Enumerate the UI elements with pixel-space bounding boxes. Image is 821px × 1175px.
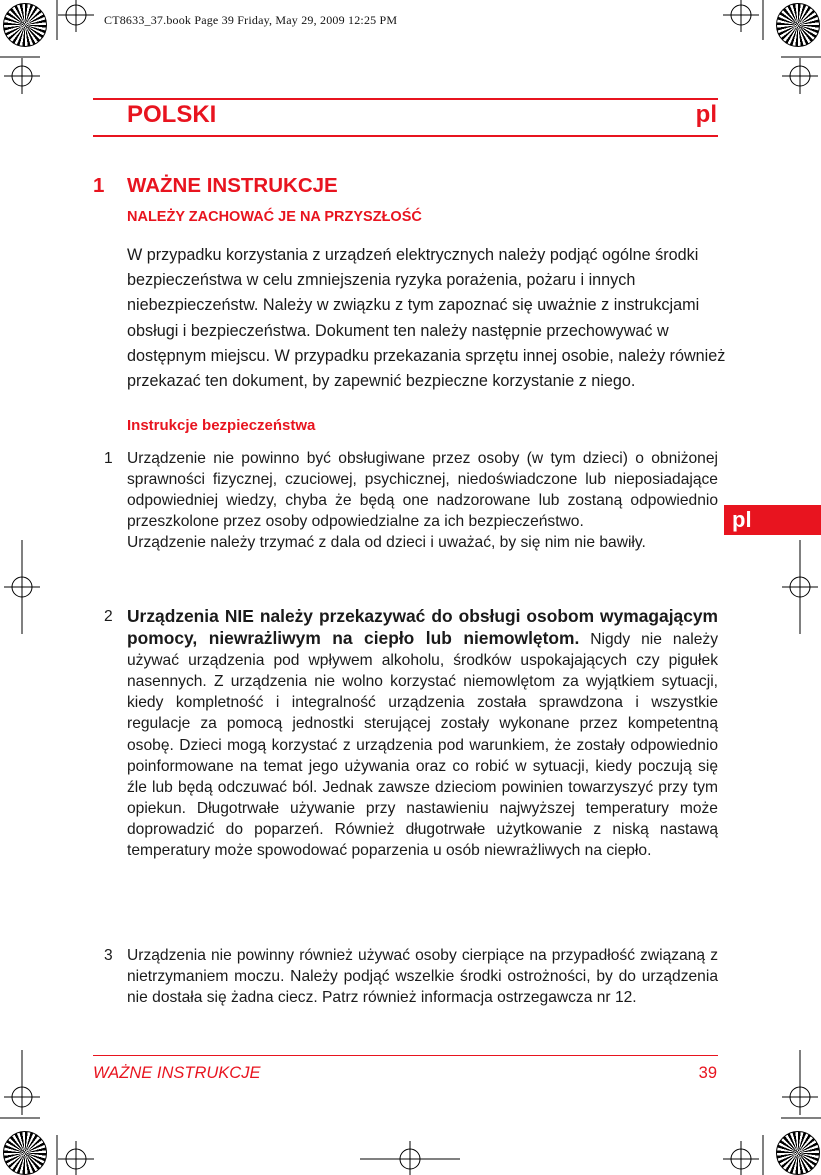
list-item-number: 1: [104, 450, 113, 467]
list-item-number: 3: [104, 947, 113, 964]
intro-paragraph: W przypadku korzystania z urządzeń elektrycznych należy podjąć ogólne środki bezpieczeństwa w celu zmniejszenia ryzyka porażenia, pożaru i innych niebezpieczeństw. Należy w związku z tym zapoznać się uważnie z instrukcjami obsługi i bezpieczeństwa. Dokument ten należy następnie przechowywać w dostępnym miejscu. W przypadku przekazania sprzętu innej osobie, należy również przekazać ten dokument, by zapewnić bezpieczne korzystanie z niego.: [127, 246, 726, 391]
safety-heading: Instrukcje bezpieczeństwa: [127, 417, 316, 434]
list-item: [104, 448, 718, 553]
page-number: 39: [698, 1064, 717, 1082]
list-item-text: Urządzenie należy trzymać z dala od dzieci i uważać, by się nim nie bawiły.: [127, 534, 646, 552]
section-subheading: NALEŻY ZACHOWAĆ JE NA PRZYSZŁOŚĆ: [127, 209, 422, 225]
list-item-bold-lead: Urządzenia NIE należy przekazywać do obsługi osobom wymagającym pomocy, niewrażliwym na ciepło lub niemowlętom.: [127, 606, 718, 649]
list-item: [104, 945, 718, 1008]
header-rule-bottom: [93, 135, 718, 137]
section-title: WAŻNE INSTRUKCJE: [127, 174, 338, 197]
footer-rule: [93, 1055, 718, 1056]
list-item: [104, 606, 718, 861]
list-item-text: Urządzenia nie powinny również używać osoby cierpiące na przypadłość związaną z nietrzymaniem moczu. Należy podjąć wszelkie środki ostrożności, by do urządzenia nie dostała się żadna ciecz. Patrz również informacja ostrzegawcza nr 12.: [127, 947, 718, 1007]
list-item-text: Nigdy nie należy używać urządzenia pod wpływem alkoholu, środków uspokajających czy pigułek nasennych. Z urządzenia nie wolno korzystać niemowlętom za wyjątkiem sytuacji, kiedy kompletność i integralność urządzenia została sprawdzona i wszystkie regulacje za pomocą jednostki sterującej zostały wykonane przez kompetentną osobę. Dzieci mogą korzystać z urządzenia pod warunkiem, że zostały odpowiednio poinformowane na temat jego używania oraz co robić w sytuacji, kiedy poczują się źle lub będą odczuwać ból. Jednak zawsze dzieciom powinien towarzyszyć przy tym opiekun. Długotrwałe używanie przy nastawieniu najwyższej temperatury może doprowadzić do poparzeń. Również długotrwałe użytkowanie z niską nastawą temperatury może spowodować poparzenia u osób niewrażliwych na ciepło.: [127, 631, 718, 860]
language-side-tab: pl: [724, 505, 821, 535]
header-language-code: pl: [695, 101, 717, 128]
header-rule-top: [93, 98, 718, 100]
footer-section-title: WAŻNE INSTRUKCJE: [93, 1064, 261, 1082]
list-item-text: Urządzenie nie powinno być obsługiwane przez osoby (w tym dzieci) o obniżonej sprawności fizycznej, czuciowej, psychicznej, niedoświadczone lub nieposiadające odpowiedniej wiedzy, chyba że będą one nadzorowane lub zostaną odpowiednio przeszkolone przez osoby odpowiedzialne za ich bezpieczeństwo.: [127, 450, 718, 531]
section-number: 1: [93, 174, 105, 197]
print-file-header: CT8633_37.book Page 39 Friday, May 29, 2009 12:25 PM: [104, 13, 398, 27]
list-item-number: 2: [104, 608, 113, 625]
header-language: POLSKI: [127, 101, 217, 128]
